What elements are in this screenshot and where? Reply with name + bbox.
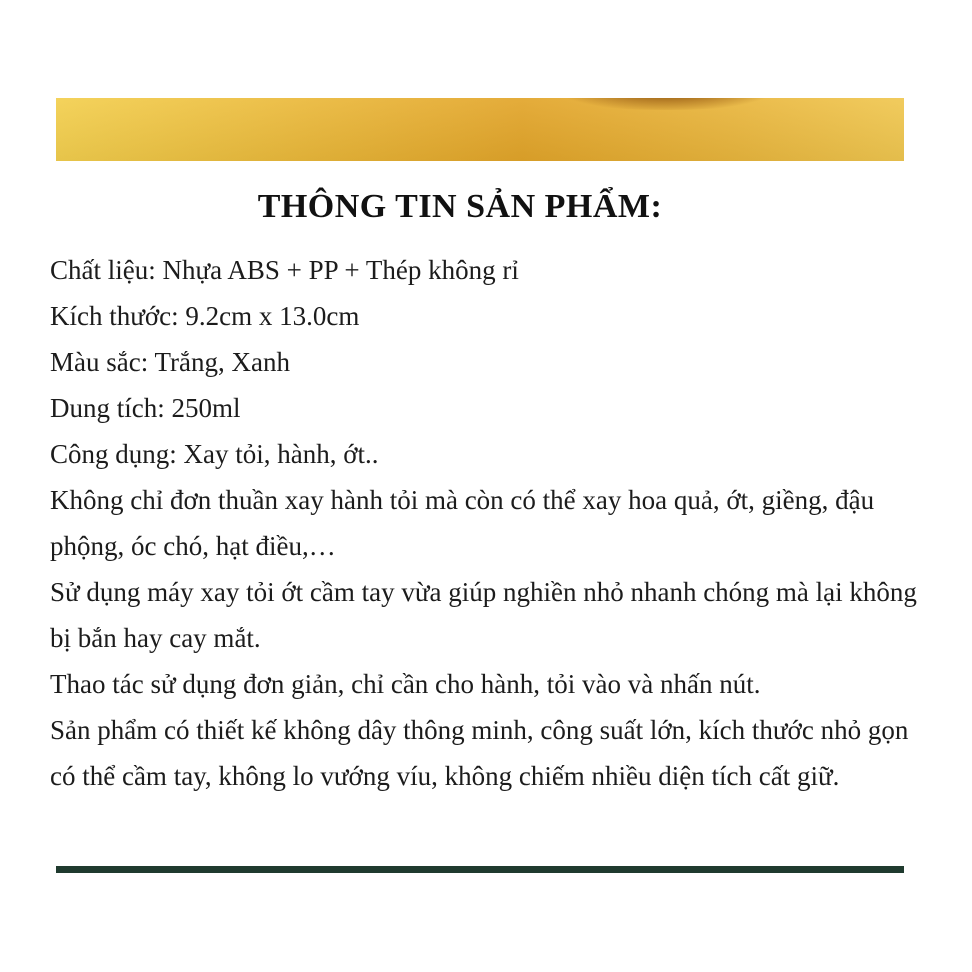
banner-shade bbox=[56, 98, 904, 161]
footer-divider bbox=[56, 866, 904, 873]
info-paragraph-operation: Thao tác sử dụng đơn giản, chỉ cần cho hành, tỏi vào và nhấn nút. bbox=[50, 669, 761, 699]
info-paragraph-versatility: Không chỉ đơn thuần xay hành tỏi mà còn có thể xay hoa quả, ớt, giềng, đậu phộng, óc chó, hạt điều,… bbox=[50, 485, 875, 561]
info-line-capacity: Dung tích: 250ml bbox=[50, 393, 241, 423]
info-line-size: Kích thước: 9.2cm x 13.0cm bbox=[50, 301, 360, 331]
info-paragraph-benefit: Sử dụng máy xay tỏi ớt cầm tay vừa giúp nghiền nhỏ nhanh chóng mà lại không bị bắn hay cay mắt. bbox=[50, 577, 917, 653]
info-line-color: Màu sắc: Trắng, Xanh bbox=[50, 347, 290, 377]
product-image-banner bbox=[56, 98, 904, 161]
info-paragraph-design: Sản phẩm có thiết kế không dây thông minh, công suất lớn, kích thước nhỏ gọn có thể cầm tay, không lo vướng víu, không chiếm nhiều diện tích cất giữ. bbox=[50, 715, 909, 791]
info-line-material: Chất liệu: Nhựa ABS + PP + Thép không rỉ bbox=[50, 255, 519, 285]
section-title: THÔNG TIN SẢN PHẨM: bbox=[257, 188, 663, 225]
product-info-text bbox=[50, 247, 930, 799]
info-line-usage: Công dụng: Xay tỏi, hành, ớt.. bbox=[50, 439, 379, 469]
